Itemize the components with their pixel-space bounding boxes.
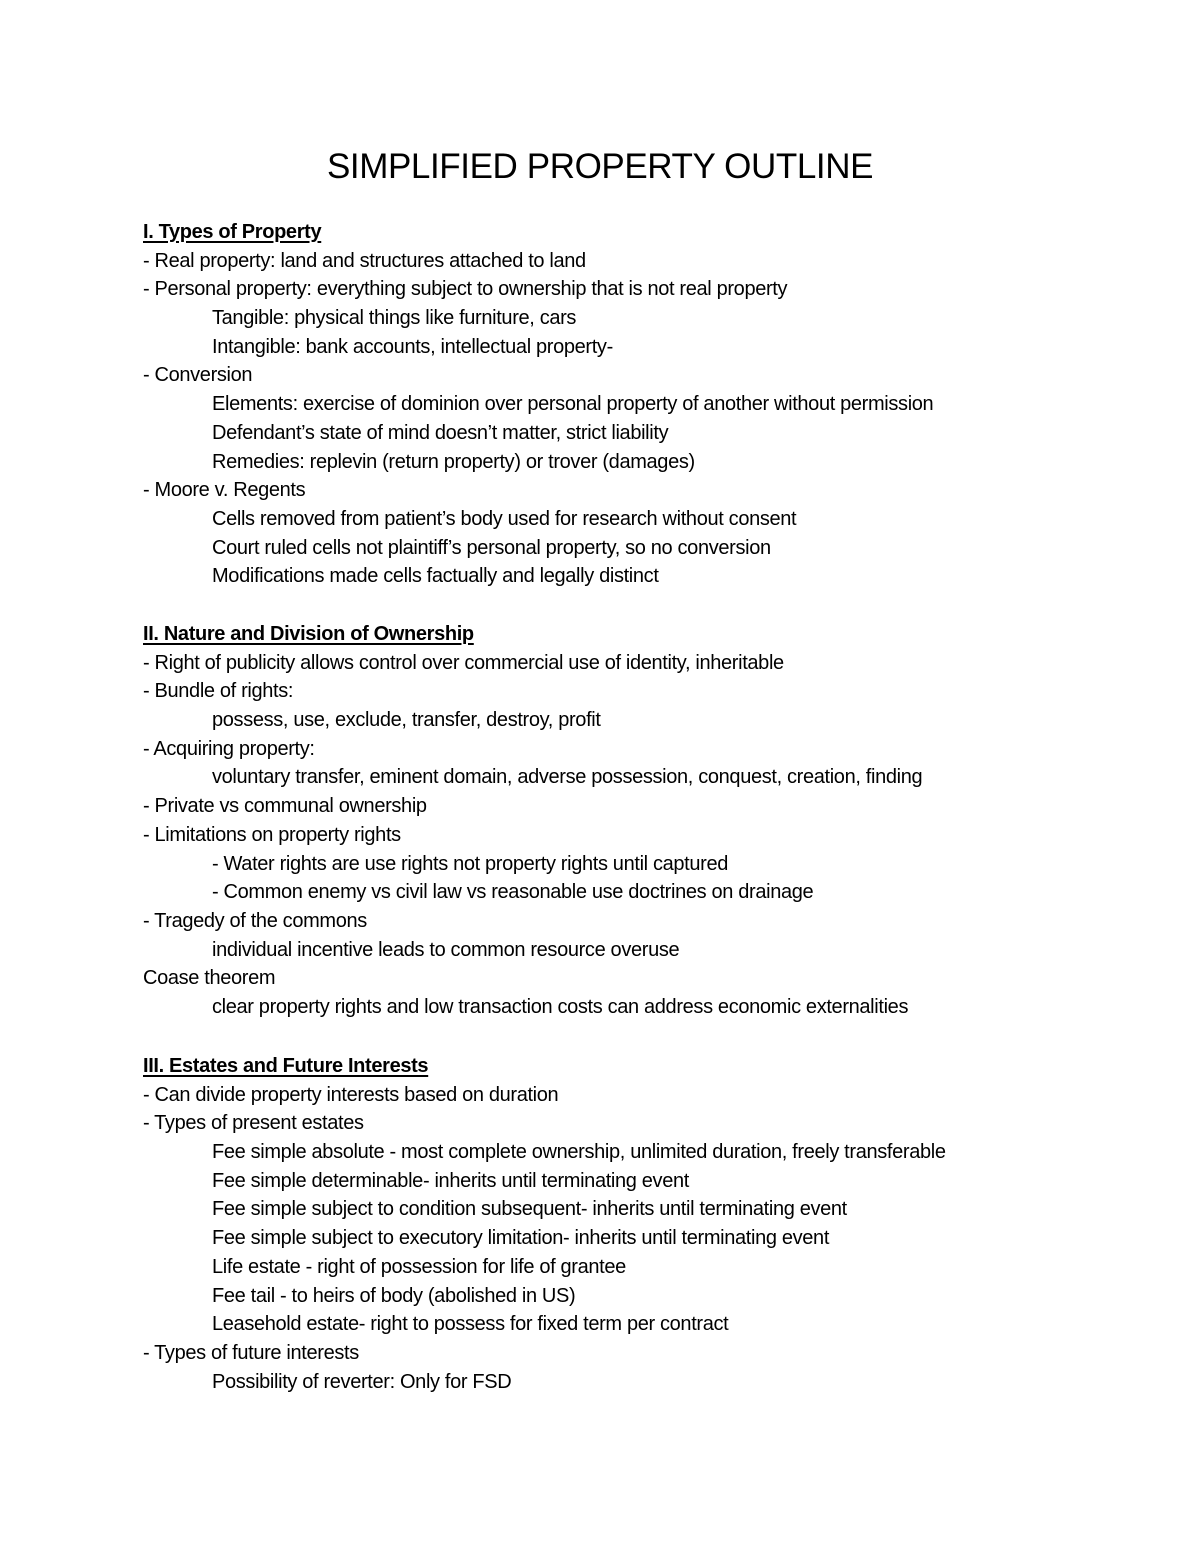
list-item: - Limitations on property rights xyxy=(143,823,401,846)
list-item: Tangible: physical things like furniture, cars xyxy=(212,307,577,330)
list-item: Elements: exercise of dominion over personal property of another without permission xyxy=(212,393,934,416)
list-item: Cells removed from patient’s body used for research without consent xyxy=(212,507,797,530)
list-item: Coase theorem xyxy=(143,967,276,990)
list-item: Fee simple absolute - most complete ownership, unlimited duration, freely transferable xyxy=(212,1141,946,1164)
list-item: clear property rights and low transaction costs can address economic externalities xyxy=(212,995,909,1018)
list-item: - Personal property: everything subject to ownership that is not real property xyxy=(143,278,788,301)
list-item: Intangible: bank accounts, intellectual property- xyxy=(212,335,613,358)
section-estates-and-future-interests xyxy=(143,1052,1143,1396)
list-item: Modifications made cells factually and legally distinct xyxy=(212,565,659,588)
list-item: - Common enemy vs civil law vs reasonable use doctrines on drainage xyxy=(212,881,814,904)
list-item: - Moore v. Regents xyxy=(143,479,306,502)
list-item: Life estate - right of possession for life of grantee xyxy=(212,1255,626,1278)
list-item: Remedies: replevin (return property) or trover (damages) xyxy=(212,450,695,473)
list-item: Fee simple determinable- inherits until terminating event xyxy=(212,1169,689,1192)
list-item: - Tragedy of the commons xyxy=(143,909,367,932)
list-item: - Acquiring property: xyxy=(143,737,315,760)
list-item: - Private vs communal ownership xyxy=(143,795,427,818)
list-item: - Types of future interests xyxy=(143,1341,359,1364)
list-item: Leasehold estate- right to possess for fixed term per contract xyxy=(212,1313,729,1336)
list-item: voluntary transfer, eminent domain, adverse possession, conquest, creation, finding xyxy=(212,766,923,789)
list-item: Possibility of reverter: Only for FSD xyxy=(212,1370,512,1393)
section-types-of-property xyxy=(143,218,1143,591)
list-item: Defendant’s state of mind doesn’t matter, strict liability xyxy=(212,421,669,444)
list-item: Fee simple subject to executory limitation- inherits until terminating event xyxy=(212,1227,830,1250)
list-item: - Real property: land and structures attached to land xyxy=(143,249,586,272)
section-heading: II. Nature and Division of Ownership xyxy=(143,623,474,645)
section-nature-and-division-of-ownership xyxy=(143,620,1143,1022)
list-item: - Can divide property interests based on duration xyxy=(143,1083,559,1106)
list-item: Court ruled cells not plaintiff’s personal property, so no conversion xyxy=(212,536,771,559)
list-item: - Right of publicity allows control over commercial use of identity, inheritable xyxy=(143,651,784,674)
page-title: SIMPLIFIED PROPERTY OUTLINE xyxy=(326,147,874,186)
list-item: - Conversion xyxy=(143,364,253,387)
list-item: individual incentive leads to common resource overuse xyxy=(212,938,680,961)
list-item: - Bundle of rights: xyxy=(143,680,294,703)
list-item: - Types of present estates xyxy=(143,1112,364,1135)
list-item: - Water rights are use rights not property rights until captured xyxy=(212,852,728,875)
list-item: possess, use, exclude, transfer, destroy, profit xyxy=(212,709,601,732)
section-heading: III. Estates and Future Interests xyxy=(143,1055,429,1077)
section-heading: I. Types of Property xyxy=(143,221,322,243)
list-item: Fee simple subject to condition subsequent- inherits until terminating event xyxy=(212,1198,847,1221)
list-item: Fee tail - to heirs of body (abolished in US) xyxy=(212,1284,576,1307)
